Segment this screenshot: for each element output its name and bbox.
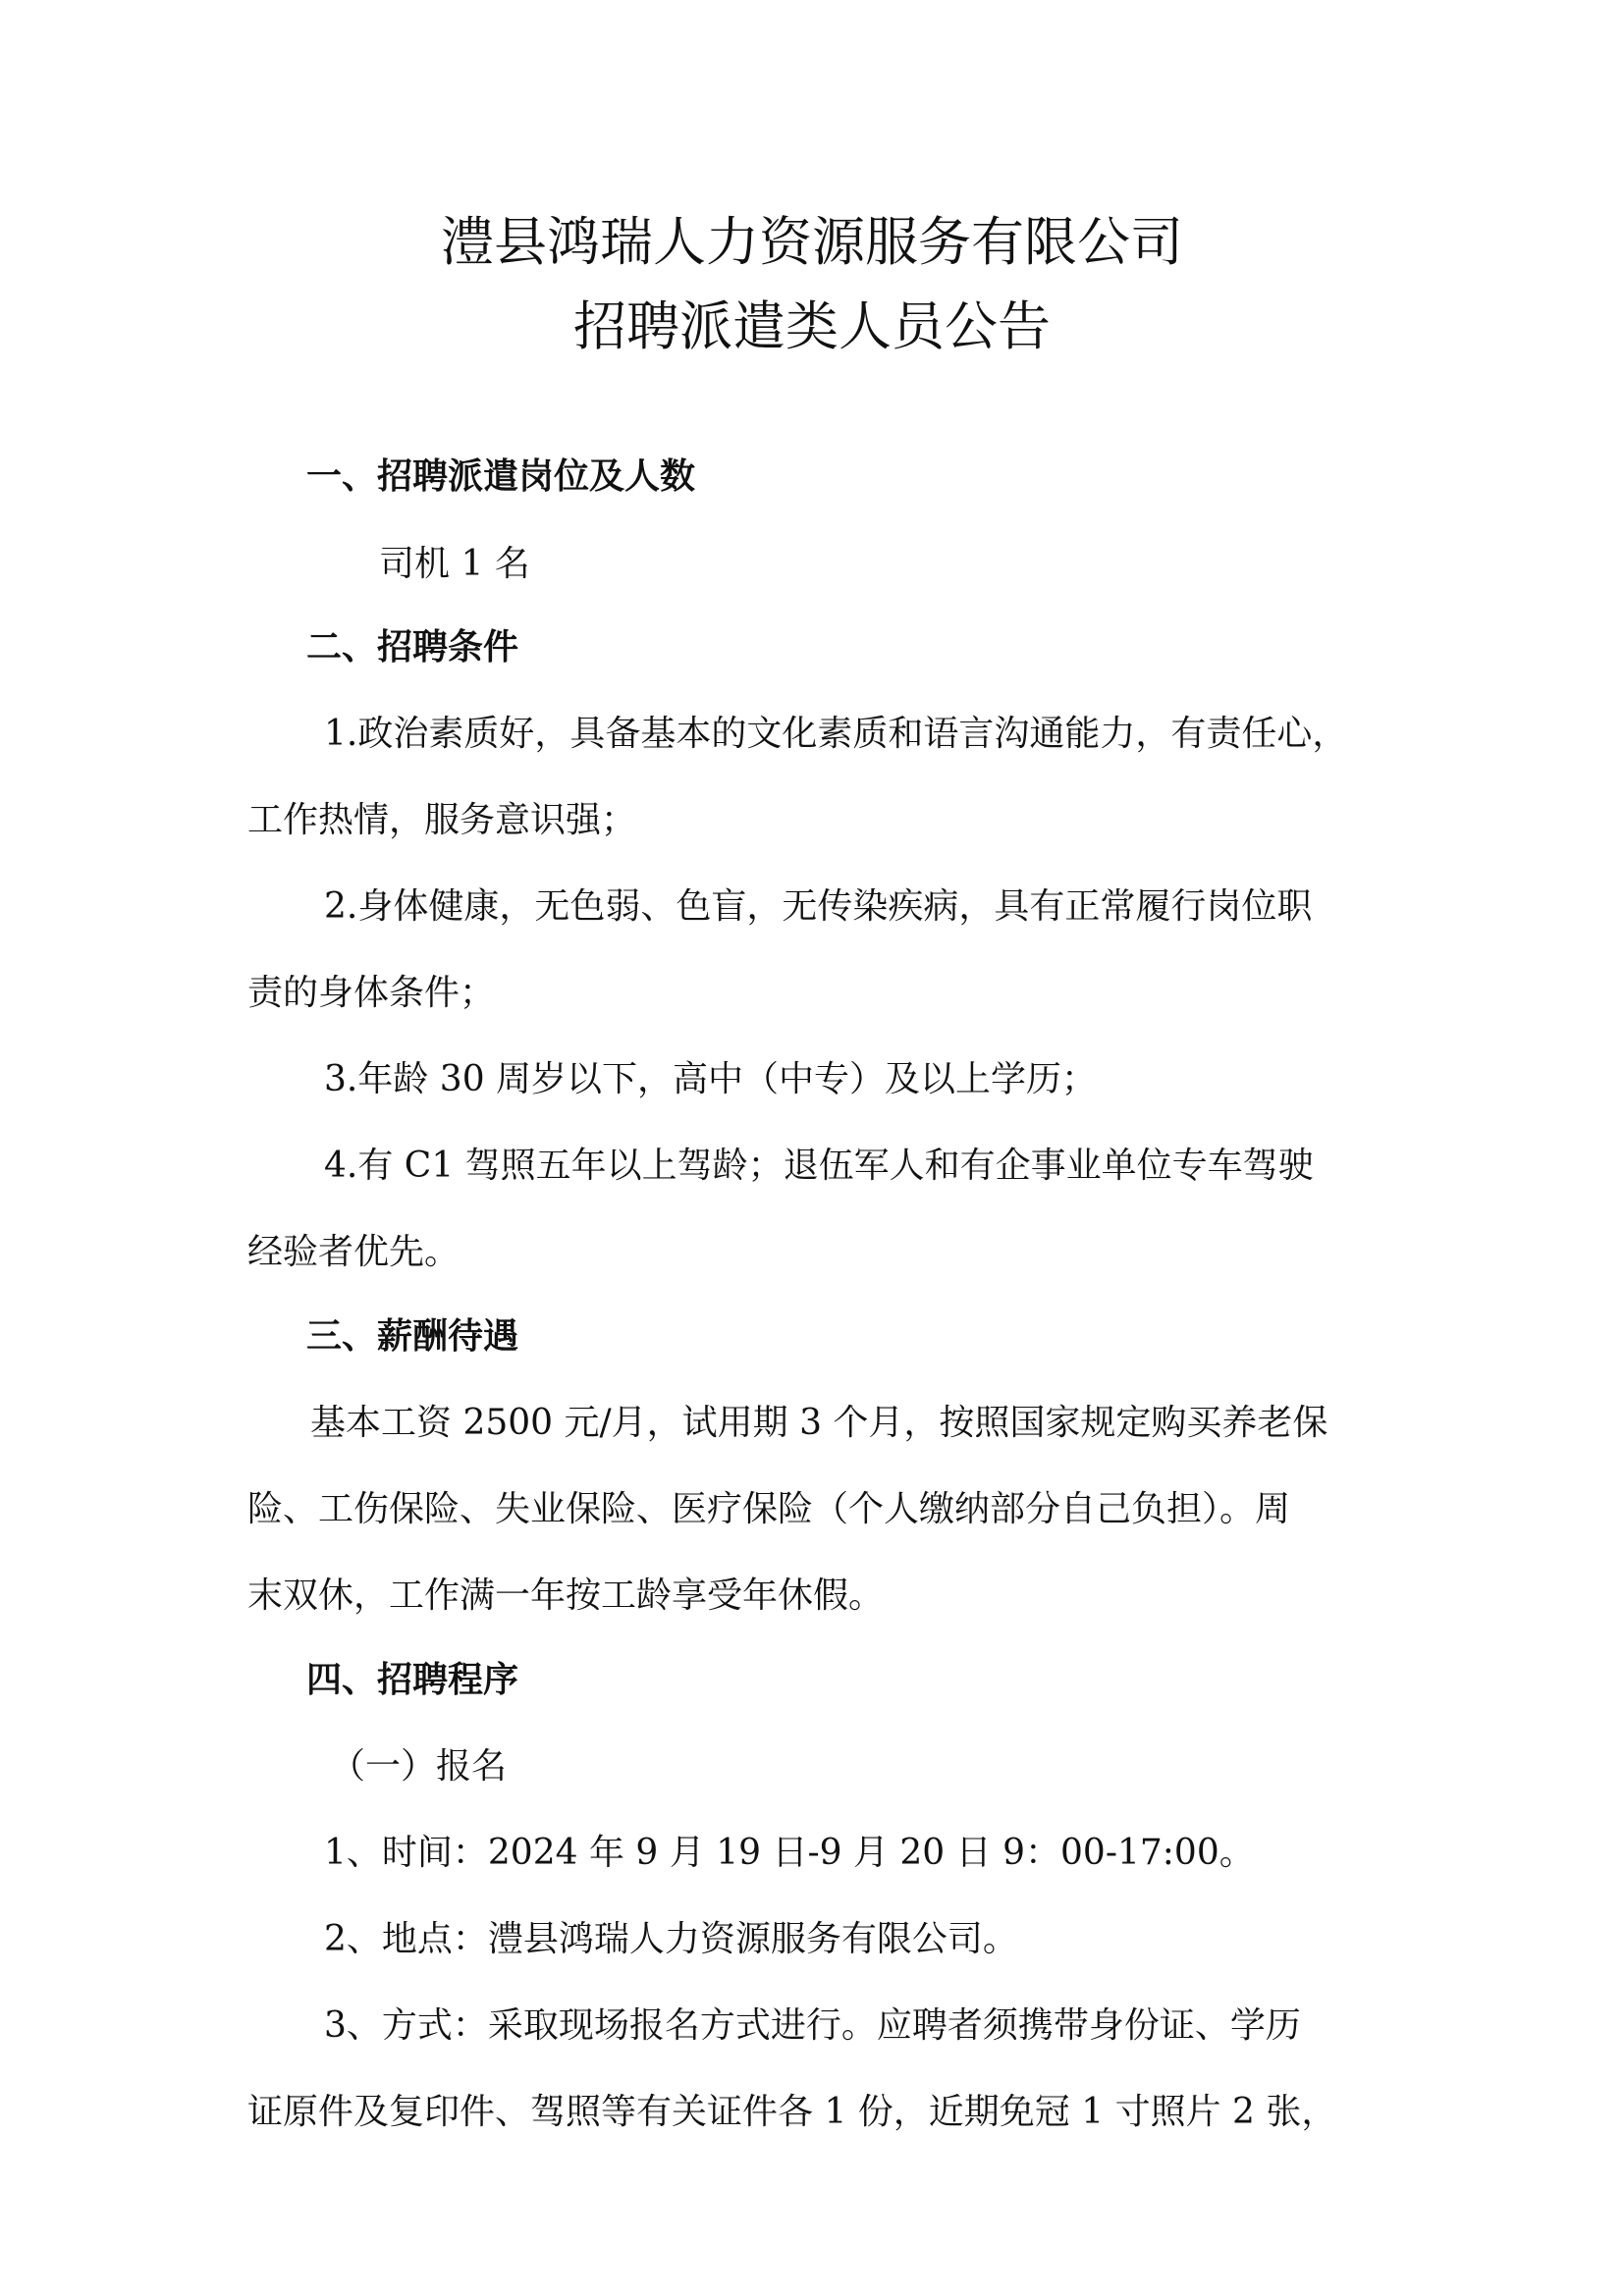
section4-heading: 四、招聘程序 bbox=[306, 1660, 519, 1700]
section2-item1-line2: 工作热情，服务意识强； bbox=[247, 800, 637, 840]
section3-heading: 三、薪酬待遇 bbox=[306, 1316, 519, 1357]
section2-item1-line1: 1.政治素质好，具备基本的文化素质和语言沟通能力，有责任心， bbox=[324, 714, 1348, 754]
document-title-line1: 澧县鸿瑞人力资源服务有限公司 bbox=[441, 211, 1183, 273]
section4-item2: 2、地点：澧县鸿瑞人力资源服务有限公司。 bbox=[324, 1919, 1018, 1959]
section3-line3: 末双休，工作满一年按工龄享受年休假。 bbox=[247, 1575, 885, 1616]
section2-item3: 3.年龄 30 周岁以下，高中（中专）及以上学历； bbox=[324, 1059, 1098, 1099]
section2-item4-line1: 4.有 C1 驾照五年以上驾龄；退伍军人和有企事业单位专车驾驶 bbox=[324, 1146, 1314, 1186]
section4-item3-line1: 3、方式：采取现场报名方式进行。应聘者须携带身份证、学历 bbox=[324, 2005, 1301, 2046]
section4-item1: 1、时间：2024 年 9 月 19 日-9 月 20 日 9：00-17:00。 bbox=[324, 1833, 1255, 1873]
section1-heading: 一、招聘派遣岗位及人数 bbox=[306, 456, 696, 497]
section1-text: 司机 1 名 bbox=[379, 544, 530, 584]
section2-heading: 二、招聘条件 bbox=[306, 627, 519, 667]
section4-sub1: （一）报名 bbox=[330, 1746, 508, 1787]
section2-item2-line2: 责的身体条件； bbox=[247, 973, 496, 1013]
section2-item4-line2: 经验者优先。 bbox=[247, 1232, 460, 1272]
document-title-line2: 招聘派遣类人员公告 bbox=[573, 295, 1051, 357]
section2-item2-line1: 2.身体健康，无色弱、色盲，无传染疾病，具有正常履行岗位职 bbox=[324, 886, 1313, 927]
section3-line1: 基本工资 2500 元/月，试用期 3 个月，按照国家规定购买养老保 bbox=[310, 1403, 1328, 1443]
section4-item3-line2: 证原件及复印件、驾照等有关证件各 1 份，近期免冠 1 寸照片 2 张， bbox=[247, 2092, 1337, 2132]
section3-line2: 险、工伤保险、失业保险、医疗保险（个人缴纳部分自己负担）。周 bbox=[247, 1489, 1291, 1529]
